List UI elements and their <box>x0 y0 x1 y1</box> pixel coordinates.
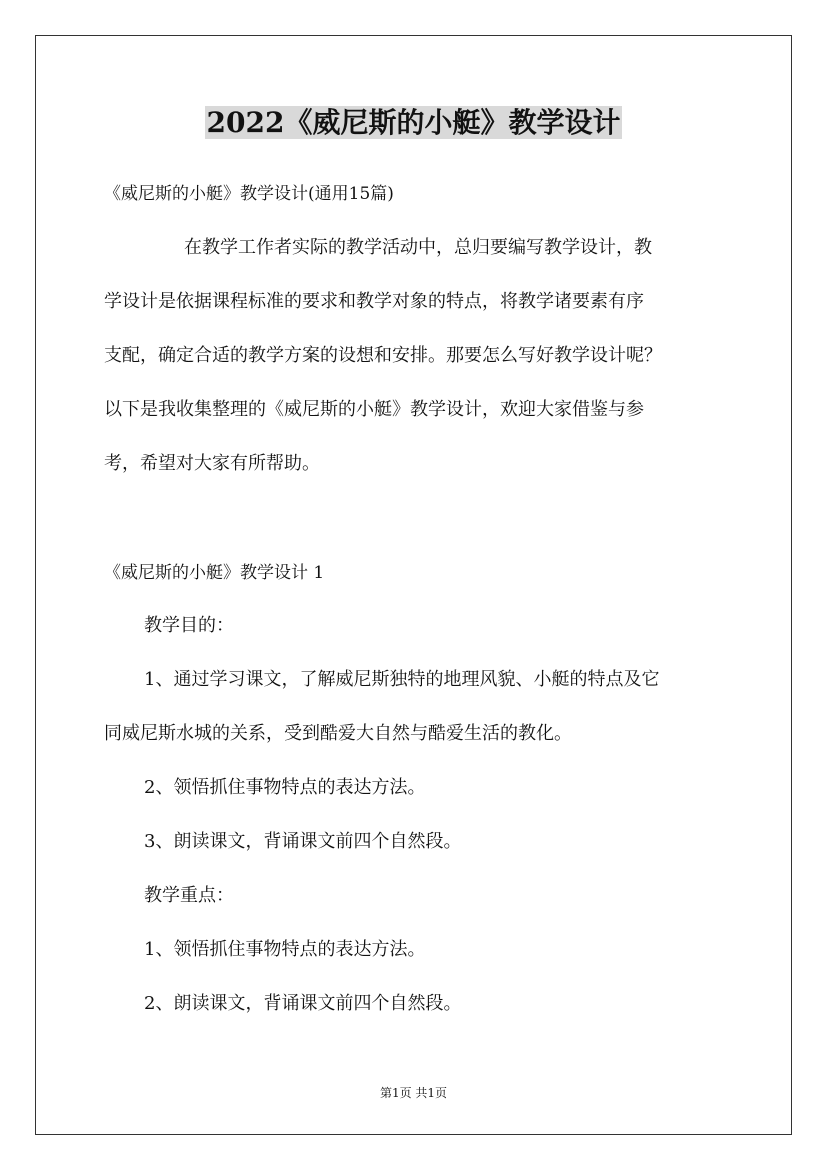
body-line-3: 同威尼斯水城的关系，受到酷爱大自然与酷爱生活的教化。 <box>104 723 572 744</box>
section-heading: 《威尼斯的小艇》教学设计 1 <box>104 563 325 583</box>
intro-line-3: 支配，确定合适的教学方案的设想和安排。那要怎么写好教学设计呢？ <box>104 345 662 366</box>
body-line-8: 2、朗读课文，背诵课文前四个自然段。 <box>144 993 462 1014</box>
intro-line-5: 考，希望对大家有所帮助。 <box>104 453 320 474</box>
intro-line-2: 学设计是依据课程标准的要求和教学对象的特点，将教学诸要素有序 <box>104 291 644 312</box>
document-subtitle: 《威尼斯的小艇》教学设计(通用15篇) <box>104 184 394 204</box>
body-line-4: 2、领悟抓住事物特点的表达方法。 <box>144 777 426 798</box>
intro-line-4: 以下是我收集整理的《威尼斯的小艇》教学设计，欢迎大家借鉴与参 <box>104 399 644 420</box>
document-title-text: 2022《威尼斯的小艇》教学设计 <box>206 106 621 139</box>
body-line-6: 教学重点： <box>144 885 234 906</box>
body-line-7: 1、领悟抓住事物特点的表达方法。 <box>144 939 426 960</box>
body-line-5: 3、朗读课文，背诵课文前四个自然段。 <box>144 831 462 852</box>
body-line-1: 教学目的： <box>144 615 234 636</box>
intro-line-1: 在教学工作者实际的教学活动中，总归要编写教学设计，教 <box>184 237 652 258</box>
page-footer: 第1页 共1页 <box>379 1086 448 1100</box>
body-line-2: 1、通过学习课文，了解威尼斯独特的地理风貌、小艇的特点及它 <box>144 669 660 690</box>
document-title <box>0 98 827 148</box>
